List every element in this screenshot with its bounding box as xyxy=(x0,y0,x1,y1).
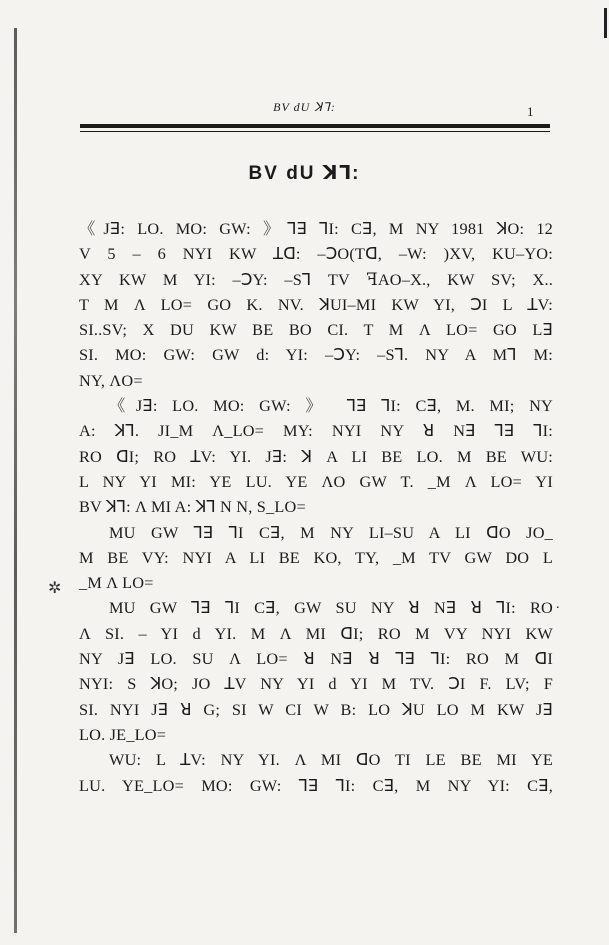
text-line: MU GW ꓶꓱ ꓶI Cꓱ, GW SU NY ꓤ Nꓱ ꓤ ꓶI: RO xyxy=(109,598,553,618)
running-header-title: BV dU ꓘꓶ: xyxy=(273,100,336,114)
text-line: _M Λ LO= xyxy=(79,573,154,593)
text-line: LO. JE_LO= xyxy=(79,724,167,744)
text-line: RO ꓷI; RO ꓕV: YI. Jꓱ: ꓘ A LI BE LO. M BE WU: xyxy=(79,446,553,466)
text-line: SI. MO: GW: GW d: YI: –ꓛY: –Sꓶ. NY A Mꓶ M: xyxy=(79,345,553,365)
text-line: XY KW M YI: –ꓛY: –Sꓶ TV ꟻAO–X., KW SV; X.. xyxy=(79,269,553,289)
text-line: WU: L ꓕV: NY YI. Λ MI ꓷO TI LE BE MI YE xyxy=(109,750,553,770)
text-line: L NY YI MI: YE LU. YE ΛO GW T. _M Λ LO= YI xyxy=(79,471,553,491)
header-rule-thick xyxy=(80,124,550,128)
text-line: 《Jꓱ: LO. MO: GW: 》ꓶꓱ ꓶI: Cꓱ, M NY 1981 ꓘO: 12 xyxy=(79,219,553,238)
text-line: A: ꓘꓶ. JI_M Λ_LO= MY: NYI NY ꓤ Nꓱ ꓶꓱ ꓶI: xyxy=(79,421,553,441)
paragraph xyxy=(79,216,553,393)
text-line: 《Jꓱ: LO. MO: GW: 》 ꓶꓱ ꓶI: Cꓱ, M. MI; NY xyxy=(109,396,553,416)
text-line: SI..SV; X DU KW BE BO CI. T M Λ LO= GO Lꓱ xyxy=(79,320,553,340)
text-line: T M Λ LO= GO K. NV. ꓘUI–MI KW YI, ꓛI L ꓕV: xyxy=(79,294,553,314)
paragraph xyxy=(79,393,553,519)
text-line: LU. YE_LO= MO: GW: ꓶꓱ ꓶI: Cꓱ, M NY YI: Cꓱ, xyxy=(79,775,553,795)
text-line: BV ꓘꓶ: Λ MI A: ꓘꓶ N N, S_LO= xyxy=(79,497,306,517)
text-line: NY, ΛO= xyxy=(79,370,143,390)
page-number: 1 xyxy=(527,104,534,119)
text-line: Λ SI. – YI d YI. M Λ MI ꓷI; RO M VY NYI KW xyxy=(79,623,553,643)
text-line: MU GW ꓶꓱ ꓶI Cꓱ, M NY LI–SU A LI ꓷO JO_ xyxy=(109,522,553,542)
paragraph xyxy=(79,747,553,798)
text-line: SI. NYI Jꓱ ꓤ G; SI W CI W B: LO ꓘU LO M KW Jꓱ xyxy=(79,699,553,719)
text-line: M BE VY: NYI A LI BE KO, TY, _M TV GW DO L xyxy=(79,547,553,567)
chapter-title: BV dU ꓘꓶ: xyxy=(248,163,361,184)
text-line: NYI: S ꓘO; JO ꓕV NY YI d YI M TV. ꓛI F. LV; F xyxy=(79,674,553,694)
margin-ornament-icon: ✲ xyxy=(48,580,62,597)
paragraph xyxy=(79,520,553,596)
page-edge-mark xyxy=(604,8,607,38)
text-line: NY Jꓱ LO. SU Λ LO= ꓤ Nꓱ ꓤ ꓶꓱ ꓶI: RO M ꓷI xyxy=(79,649,553,669)
paragraph xyxy=(79,595,553,747)
header-rule-thin xyxy=(80,131,550,132)
body-text xyxy=(79,216,553,798)
ink-dot: . xyxy=(556,597,560,612)
text-line: V 5 – 6 NYI KW ꓕꓷ: –ꓛO(Tꓷ, –W: )XV, KU–YO: xyxy=(79,244,553,264)
